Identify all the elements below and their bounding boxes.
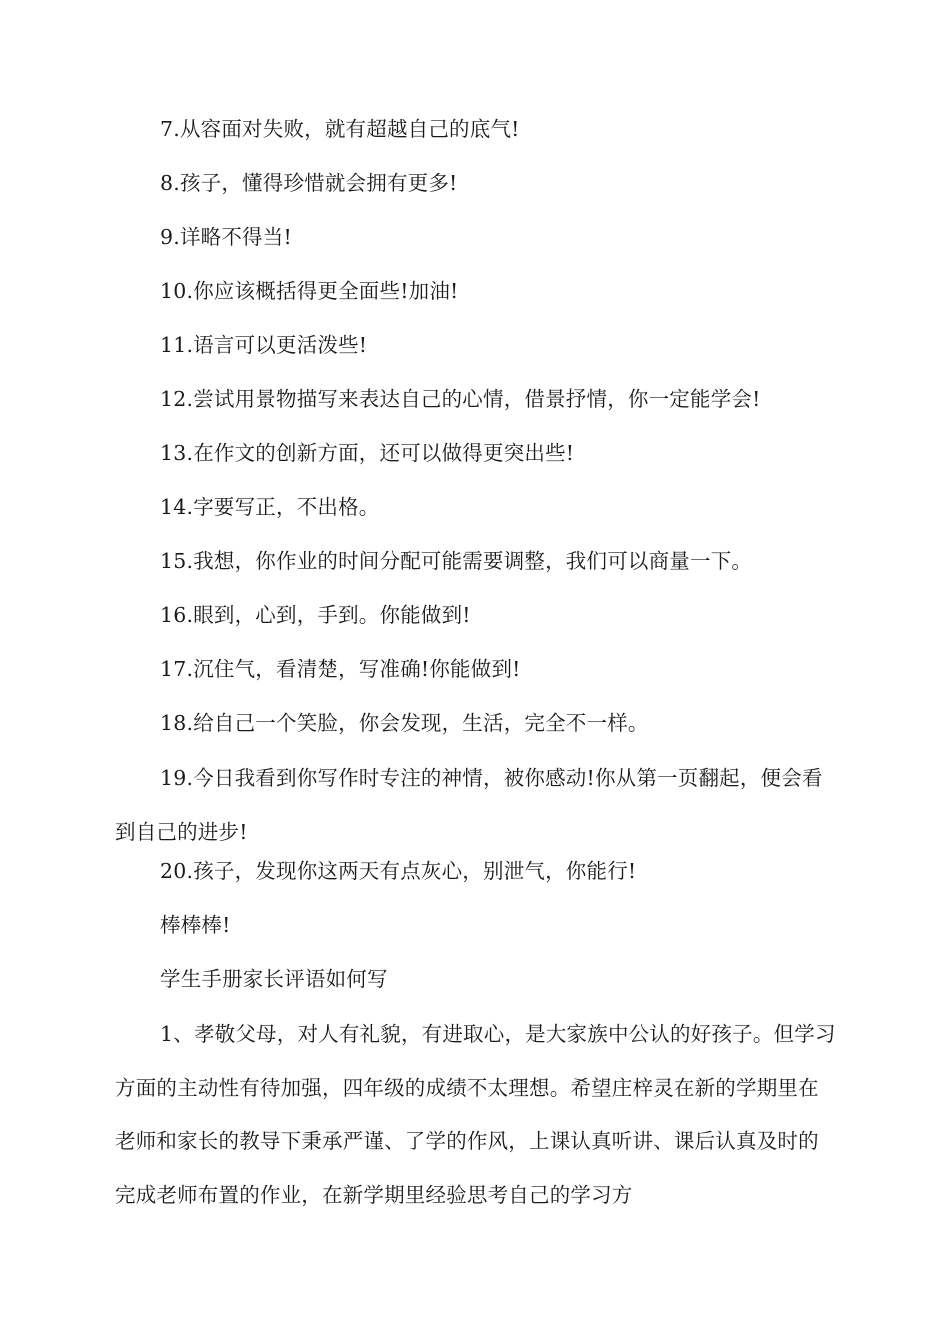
cheer-text: 棒棒棒! — [160, 913, 231, 937]
comment-item-15: 15.我想，你作业的时间分配可能需要调整，我们可以商量一下。 — [160, 549, 753, 573]
parent-comment-paragraph-1: 1、孝敬父母，对人有礼貌，有进取心，是大家族中公认的好孩子。但学习方面的主动性有待加强，四年级的成绩不太理想。希望庄梓灵在新的学期里在老师和家长的教导下秉承严谨、了学的作风，上课认真听讲、课后认真及时的完成老师布置的作业，在新学期里经验思考自己的学习方 — [115, 1022, 836, 1207]
comment-item-11: 11.语言可以更活泼些! — [160, 333, 368, 357]
comment-item-19: 19.今日我看到你写作时专注的神情，被你感动!你从第一页翻起，便会看到自己的进步! — [115, 766, 823, 844]
section-title: 学生手册家长评语如何写 — [160, 967, 388, 991]
comment-item-18: 18.给自己一个笑脸，你会发现，生活，完全不一样。 — [160, 711, 649, 735]
comment-item-10: 10.你应该概括得更全面些!加油! — [160, 279, 459, 303]
comment-item-14: 14.字要写正，不出格。 — [160, 495, 380, 519]
comment-item-16: 16.眼到，心到，手到。你能做到! — [160, 603, 471, 627]
comment-item-13: 13.在作文的创新方面，还可以做得更突出些! — [160, 441, 575, 465]
comment-item-17: 17.沉住气，看清楚，写准确!你能做到! — [160, 657, 521, 681]
comment-item-8: 8.孩子，懂得珍惜就会拥有更多! — [160, 171, 458, 195]
comment-item-12: 12.尝试用景物描写来表达自己的心情，借景抒情，你一定能学会! — [160, 387, 761, 411]
comment-item-20: 20.孩子，发现你这两天有点灰心，别泄气，你能行! — [160, 859, 637, 883]
comment-item-9: 9.详略不得当! — [160, 225, 292, 249]
comment-item-7: 7.从容面对失败，就有超越自己的底气! — [160, 117, 520, 141]
